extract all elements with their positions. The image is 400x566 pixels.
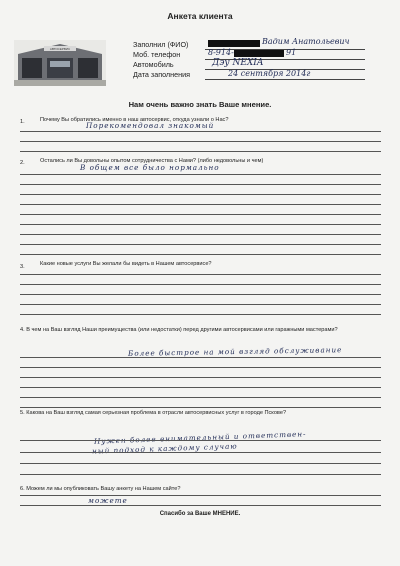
answer-line xyxy=(20,214,381,215)
answer-line xyxy=(20,505,381,506)
answer-line xyxy=(20,274,381,275)
redacted-name xyxy=(208,40,260,47)
answer-line xyxy=(20,304,381,305)
phone-suffix: 91 xyxy=(286,48,297,57)
page-title: Анкета клиента xyxy=(167,11,233,21)
question-5-number: 5. xyxy=(20,410,25,416)
question-1-text: Почему Вы обратились именно в наш автосервис, откуда узнали о Нас? xyxy=(40,117,229,123)
question-4-text: 4. В чем на Ваш взгляд Наши преимущества (или недостатки) перед другими автосервисами или гаражными мастерами? xyxy=(20,327,338,333)
label-car: Автомобиль xyxy=(133,60,174,69)
answer-line xyxy=(20,151,381,152)
label-full-name: Заполнил (ФИО) xyxy=(133,40,189,49)
answer-line xyxy=(20,244,381,245)
redacted-phone xyxy=(234,50,284,57)
answer-6: можете xyxy=(88,496,128,505)
answer-line xyxy=(20,314,381,315)
answer-line xyxy=(20,194,381,195)
auto-service-logo xyxy=(14,40,106,86)
footer-thanks: Спасибо за Ваше МНЕНИЕ. xyxy=(159,511,241,517)
answer-line xyxy=(20,294,381,295)
answer-line xyxy=(20,407,381,408)
question-2-text: Остались ли Вы довольны опытом сотрудничества с Нами? (либо недовольны и чем) xyxy=(40,158,264,164)
answer-5-line-1: Нужен более внимательный и ответствен- xyxy=(93,429,307,446)
label-date: Дата заполнения xyxy=(133,70,190,79)
answer-4: Более быстрое на мой взгляд обслуживание xyxy=(127,345,343,358)
question-6-number: 6. xyxy=(20,486,25,492)
answer-line xyxy=(20,377,381,378)
logo-sign-text: АВТОСЕРВИС xyxy=(49,47,71,51)
answer-line xyxy=(20,387,381,388)
answer-line xyxy=(20,141,381,142)
question-5-text: 5. Какова на Ваш взгляд самая серьезная проблема в отрасли автосервисных услуг в городе Пскове? xyxy=(20,410,287,416)
answer-line xyxy=(20,367,381,368)
subtitle: Нам очень важно знать Ваше мнение. xyxy=(128,100,272,109)
answer-5-line-2: ный подход к каждому случаю xyxy=(91,441,238,456)
label-mobile-phone: Моб. телефон xyxy=(133,50,181,59)
answer-line xyxy=(20,234,381,235)
question-3-number: 3. xyxy=(20,264,25,270)
answer-line xyxy=(20,174,381,175)
answer-line xyxy=(20,397,381,398)
answer-line xyxy=(20,440,381,441)
name-value: Вадим Анатольевич xyxy=(262,37,350,46)
date-underline xyxy=(205,79,365,80)
answer-line xyxy=(20,254,381,255)
question-2-number: 2. xyxy=(20,160,25,166)
answer-line xyxy=(20,474,381,475)
phone-prefix: 8-914- xyxy=(208,48,234,57)
car-value: Дэу NEXIA xyxy=(212,58,264,68)
answer-line xyxy=(20,224,381,225)
answer-line xyxy=(20,184,381,185)
answer-line xyxy=(20,284,381,285)
question-4-number: 4. xyxy=(20,327,25,333)
answer-line xyxy=(20,495,381,496)
answer-line xyxy=(20,463,381,464)
answer-line xyxy=(20,204,381,205)
date-value: 24 сентября 2014г xyxy=(228,69,311,78)
answer-1: Порекомендовал знакомый xyxy=(86,121,215,130)
question-3-text: Какие новые услуги Вы желали бы видеть в Нашем автосервисе? xyxy=(40,261,212,267)
answer-line xyxy=(20,131,381,132)
answer-2: В общем все было нормально xyxy=(80,163,220,172)
answer-line xyxy=(20,452,381,453)
question-6-text: 6. Можем ли мы опубликовать Вашу анкету на Нашем сайте? xyxy=(20,486,181,492)
question-1-number: 1. xyxy=(20,119,25,125)
answer-line xyxy=(20,357,381,358)
